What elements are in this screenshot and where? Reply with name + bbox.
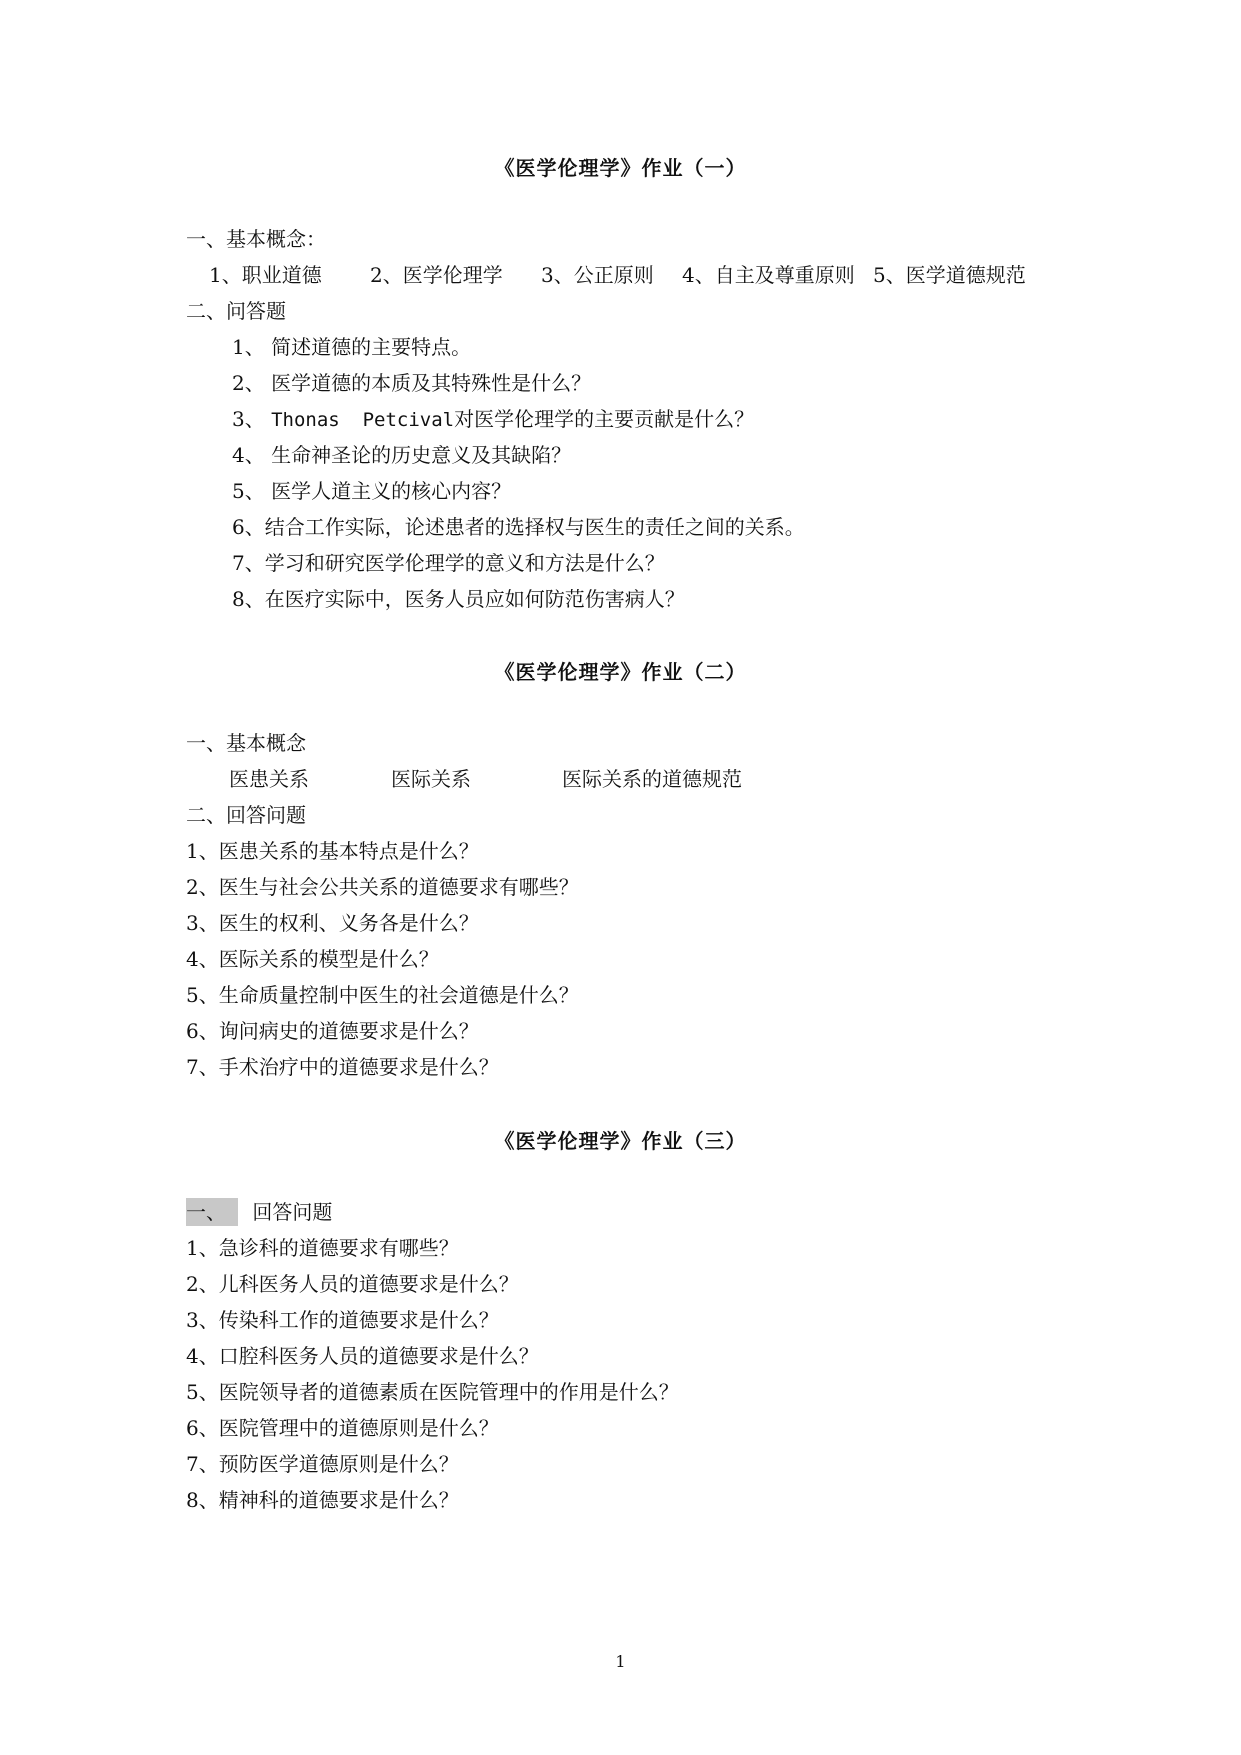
- hw3-section1-heading: 回答问题: [252, 1200, 333, 1224]
- hw2-concept-3: 医际关系的道德规范: [562, 767, 742, 791]
- hw3-question-8: 8、精神科的道德要求是什么？: [186, 1488, 459, 1512]
- hw1-section1-heading: 一、基本概念：: [186, 227, 326, 251]
- hw2-question-7: 7、手术治疗中的道德要求是什么？: [186, 1055, 499, 1079]
- hw3-question-4: 4、口腔科医务人员的道德要求是什么？: [186, 1344, 539, 1368]
- hw3-question-7: 7、预防医学道德原则是什么？: [186, 1452, 459, 1476]
- hw1-concept-5: 5、医学道德规范: [873, 263, 1026, 287]
- hw2-question-1: 1、医患关系的基本特点是什么？: [186, 839, 479, 863]
- hw1-question-4: 4、 生命神圣论的历史意义及其缺陷？: [232, 443, 572, 467]
- hw3-question-6: 6、医院管理中的道德原则是什么？: [186, 1416, 499, 1440]
- hw1-question-3-person: Thonas Petcival: [271, 409, 455, 431]
- hw2-question-2: 2、医生与社会公共关系的道德要求有哪些？: [186, 875, 579, 899]
- hw1-concept-1: 1、职业道德: [209, 263, 322, 287]
- page-number: 1: [615, 1652, 626, 1671]
- hw3-section1-heading-row: [186, 1202, 332, 1222]
- hw3-question-5: 5、医院领导者的道德素质在医院管理中的作用是什么？: [186, 1380, 679, 1404]
- hw1-concept-4: 4、自主及尊重原则: [682, 263, 855, 287]
- hw2-section1-heading: 一、基本概念: [186, 731, 306, 755]
- hw1-question-8: 8、在医疗实际中，医务人员应如何防范伤害病人？: [232, 587, 685, 611]
- hw2-concept-1: 医患关系: [229, 767, 309, 791]
- hw2-question-3: 3、医生的权利、义务各是什么？: [186, 911, 479, 935]
- hw2-title: 《医学伦理学》作业（二）: [494, 660, 747, 684]
- hw3-title: 《医学伦理学》作业（三）: [494, 1129, 747, 1153]
- hw2-concept-2: 医际关系: [391, 767, 471, 791]
- hw1-question-7: 7、学习和研究医学伦理学的意义和方法是什么？: [232, 551, 665, 575]
- hw1-question-5: 5、 医学人道主义的核心内容？: [232, 479, 512, 503]
- hw1-question-1: 1、 简述道德的主要特点。: [232, 335, 472, 359]
- hw1-question-3-text: 对医学伦理学的主要贡献是什么？: [454, 407, 755, 431]
- hw1-concept-2: 2、医学伦理学: [370, 263, 503, 287]
- hw1-question-2: 2、 医学道德的本质及其特殊性是什么？: [232, 371, 592, 395]
- hw2-question-6: 6、询问病史的道德要求是什么？: [186, 1019, 479, 1043]
- hw1-concept-3: 3、公正原则: [541, 263, 654, 287]
- hw3-section1-marker: 一、: [186, 1198, 238, 1226]
- hw3-question-3: 3、传染科工作的道德要求是什么？: [186, 1308, 499, 1332]
- hw1-question-3-number: 3、: [232, 407, 265, 431]
- hw1-section2-heading: 二、问答题: [186, 299, 286, 323]
- hw1-title: 《医学伦理学》作业（一）: [494, 156, 747, 180]
- hw2-question-4: 4、医际关系的模型是什么？: [186, 947, 439, 971]
- hw3-question-1: 1、急诊科的道德要求有哪些？: [186, 1236, 459, 1260]
- hw3-question-2: 2、儿科医务人员的道德要求是什么？: [186, 1272, 519, 1296]
- hw1-question-6: 6、结合工作实际，论述患者的选择权与医生的责任之间的关系。: [232, 515, 805, 539]
- hw2-question-5: 5、生命质量控制中医生的社会道德是什么？: [186, 983, 579, 1007]
- hw2-section2-heading: 二、回答问题: [186, 803, 306, 827]
- hw1-question-3: [232, 409, 754, 430]
